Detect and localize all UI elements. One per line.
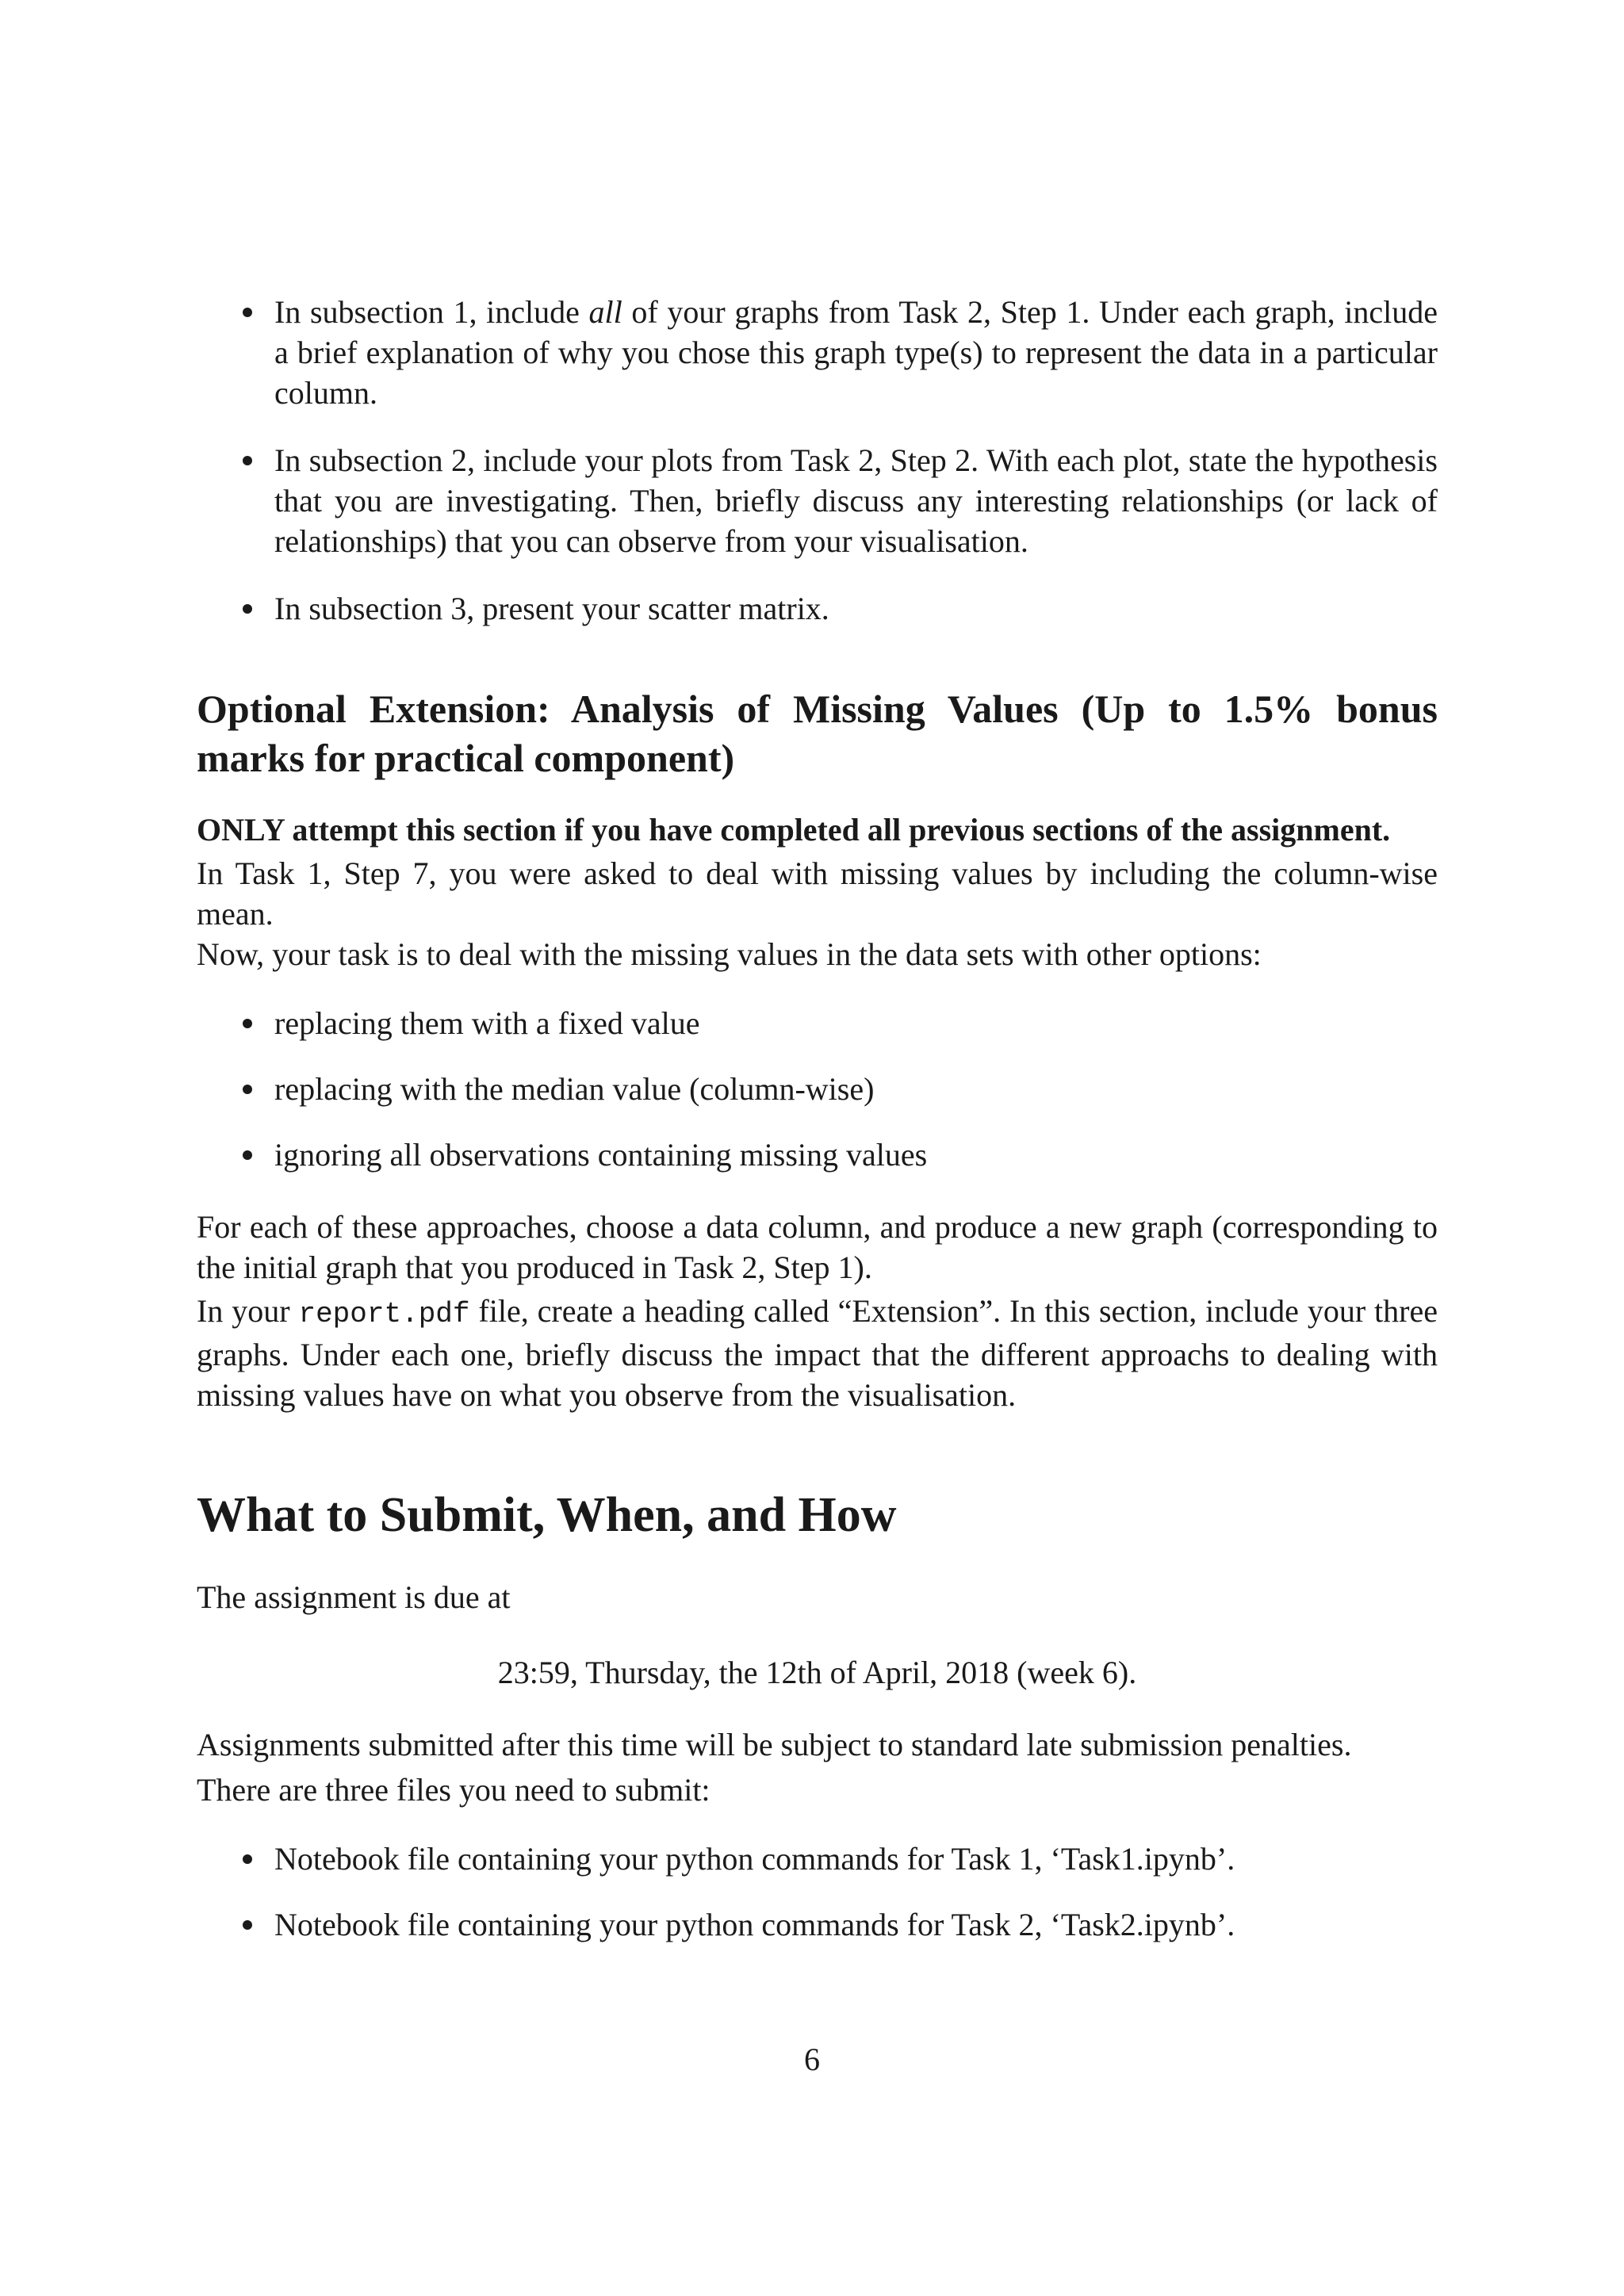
subsection-instructions-list (197, 292, 1438, 629)
bullet-icon (243, 456, 252, 465)
missing-value-options-list (197, 1003, 1438, 1175)
list-item: Notebook file containing your python commands for Task 1, ‘Task1.ipynb’. (197, 1839, 1438, 1879)
list-item: In subsection 2, include your plots from Task 2, Step 2. With each plot, state the hypothesis that you are investigating. Then, briefly discuss any interesting relationships (or lack of relationships) that you can observe from your visualisation. (197, 440, 1438, 561)
late-penalty-text: Assignments submitted after this time will be subject to standard late submission penalties. (197, 1727, 1352, 1762)
page-number: 6 (804, 2042, 820, 2077)
emphasis-text: all (588, 294, 622, 330)
bullet-icon (243, 1085, 252, 1094)
document-page (197, 292, 1438, 1970)
bullet-icon (243, 1019, 252, 1028)
extension-paragraph: Now, your task is to deal with the missing values in the data sets with other options: (197, 936, 1262, 972)
list-item: In subsection 3, present your scatter matrix. (197, 588, 1438, 629)
list-item: In subsection 1, include all of your graphs from Task 2, Step 1. Under each graph, include a brief explanation of why you chose this graph type(s) to represent the data in a particular column. (197, 292, 1438, 413)
bullet-icon (243, 1920, 252, 1930)
due-intro: The assignment is due at (197, 1579, 511, 1615)
bullet-icon (243, 1150, 252, 1160)
extension-heading: Optional Extension: Analysis of Missing Values (Up to 1.5% bonus marks for practical component) (197, 687, 1438, 780)
extension-paragraph: In your report.pdf file, create a heading called “Extension”. In this section, include your three graphs. Under each one, briefly discuss the impact that the different approachs to dealing with missing values have on what you observe from the visualisation. (197, 1293, 1438, 1413)
submission-files-list (197, 1839, 1438, 1945)
due-date: 23:59, Thursday, the 12th of April, 2018 (week 6). (497, 1655, 1137, 1690)
extension-paragraph: For each of these approaches, choose a data column, and produce a new graph (corresponding to the initial graph that you produced in Task 2, Step 1). (197, 1209, 1438, 1285)
extension-warning: ONLY attempt this section if you have completed all previous sections of the assignment. (197, 812, 1391, 848)
submit-heading: What to Submit, When, and How (197, 1488, 897, 1542)
list-item: ignoring all observations containing missing values (197, 1135, 1438, 1175)
bullet-icon (243, 308, 252, 317)
bullet-icon (243, 1854, 252, 1864)
list-item: replacing them with a fixed value (197, 1003, 1438, 1043)
list-item: replacing with the median value (column-wise) (197, 1069, 1438, 1109)
extension-paragraph: In Task 1, Step 7, you were asked to deal with missing values by including the column-wise mean. (197, 855, 1438, 932)
files-intro: There are three files you need to submit: (197, 1772, 710, 1808)
list-item: Notebook file containing your python commands for Task 2, ‘Task2.ipynb’. (197, 1904, 1438, 1945)
bullet-icon (243, 604, 252, 614)
code-filename: report.pdf (298, 1298, 470, 1330)
